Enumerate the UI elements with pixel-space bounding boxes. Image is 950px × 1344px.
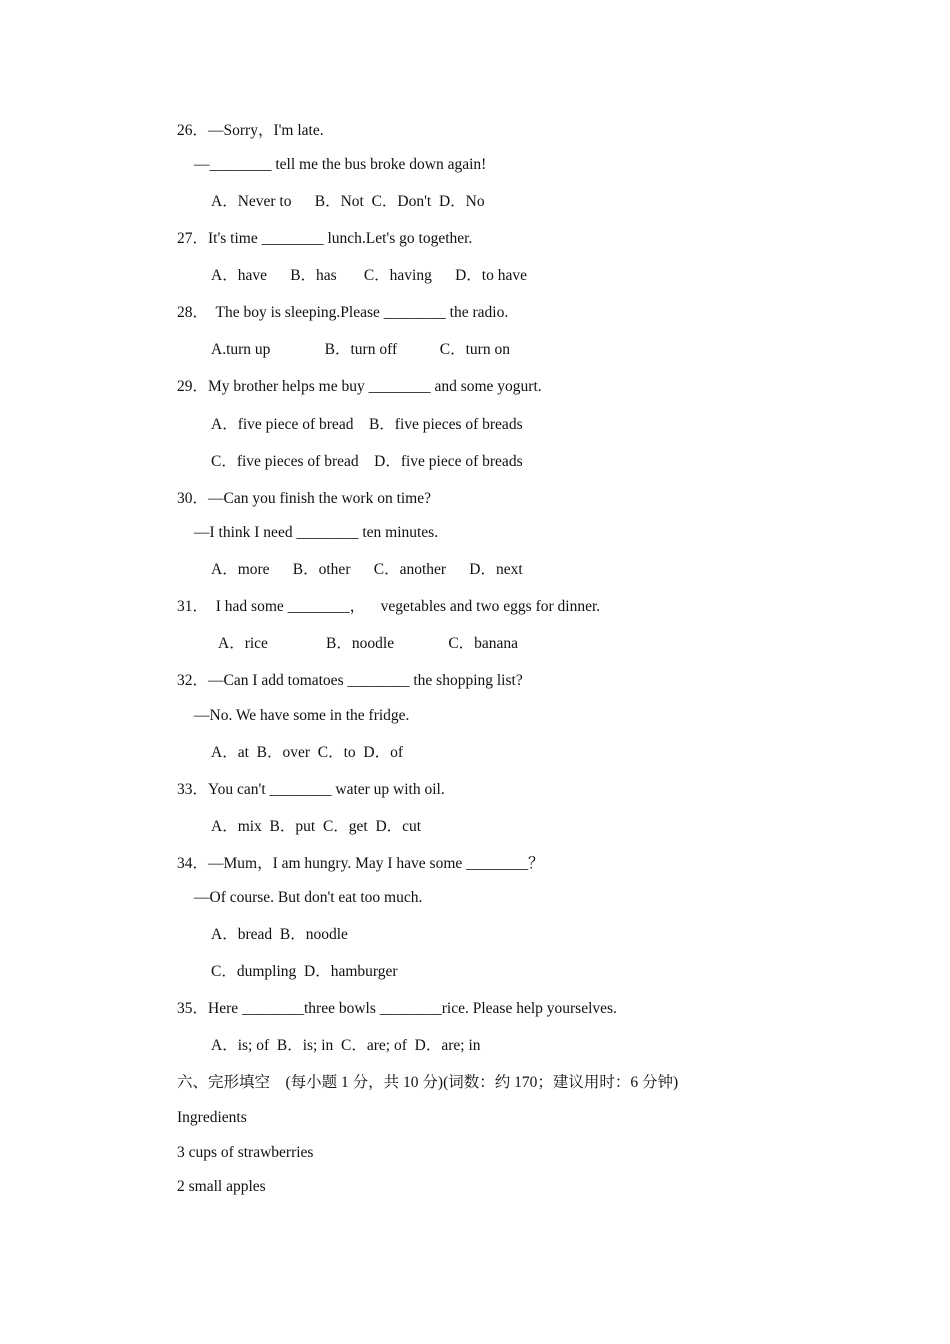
text-line: 2 small apples (177, 1178, 266, 1195)
text-line: 30．—Can you finish the work on time? (177, 490, 431, 507)
text-line: —Of course. But don't eat too much. (194, 889, 423, 906)
text-line: 28． The boy is sleeping.Please ________ the radio. (177, 304, 509, 321)
text-line: A．have B．has C．having D．to have (211, 267, 527, 284)
text-line: —________ tell me the bus broke down again! (194, 156, 487, 173)
text-line: 33．You can't ________ water up with oil. (177, 781, 445, 798)
text-line: A．is; of B．is; in C．are; of D．are; in (211, 1037, 481, 1054)
text-line: C．five pieces of bread D．five piece of breads (211, 453, 523, 470)
text-line: A．at B．over C．to D．of (211, 744, 404, 761)
text-line: 26．—Sorry，I'm late. (177, 122, 324, 139)
text-line: A．Never to B．Not C．Don't D．No (211, 193, 485, 210)
text-line: 六、完形填空 (每小题 1 分，共 10 分)(词数：约 170；建议用时：6 分钟) (177, 1074, 679, 1091)
text-line: A.turn up B．turn off C．turn on (211, 341, 510, 358)
text-line: 35．Here ________three bowls ________rice. Please help yourselves. (177, 1000, 617, 1017)
text-line: 27．It's time ________ lunch.Let's go together. (177, 230, 473, 247)
text-line: A．five piece of bread B．five pieces of breads (211, 416, 523, 433)
text-line: A．more B．other C．another D．next (211, 561, 523, 578)
text-line: A．bread B．noodle (211, 926, 348, 943)
text-line: Ingredients (177, 1109, 247, 1126)
text-line: —No. We have some in the fridge. (194, 707, 410, 724)
text-line: —I think I need ________ ten minutes. (194, 524, 439, 541)
text-line: 3 cups of strawberries (177, 1144, 314, 1161)
text-line: 29．My brother helps me buy ________ and some yogurt. (177, 378, 542, 395)
text-line: 32．—Can I add tomatoes ________ the shopping list? (177, 672, 523, 689)
text-line: C．dumpling D．hamburger (211, 963, 398, 980)
text-line: A．rice B．noodle C．banana (218, 635, 519, 652)
text-line: 31． I had some ________， vegetables and two eggs for dinner. (177, 598, 601, 615)
text-line: A．mix B．put C．get D．cut (211, 818, 422, 835)
text-line: 34．—Mum，I am hungry. May I have some ________？ (177, 855, 544, 872)
